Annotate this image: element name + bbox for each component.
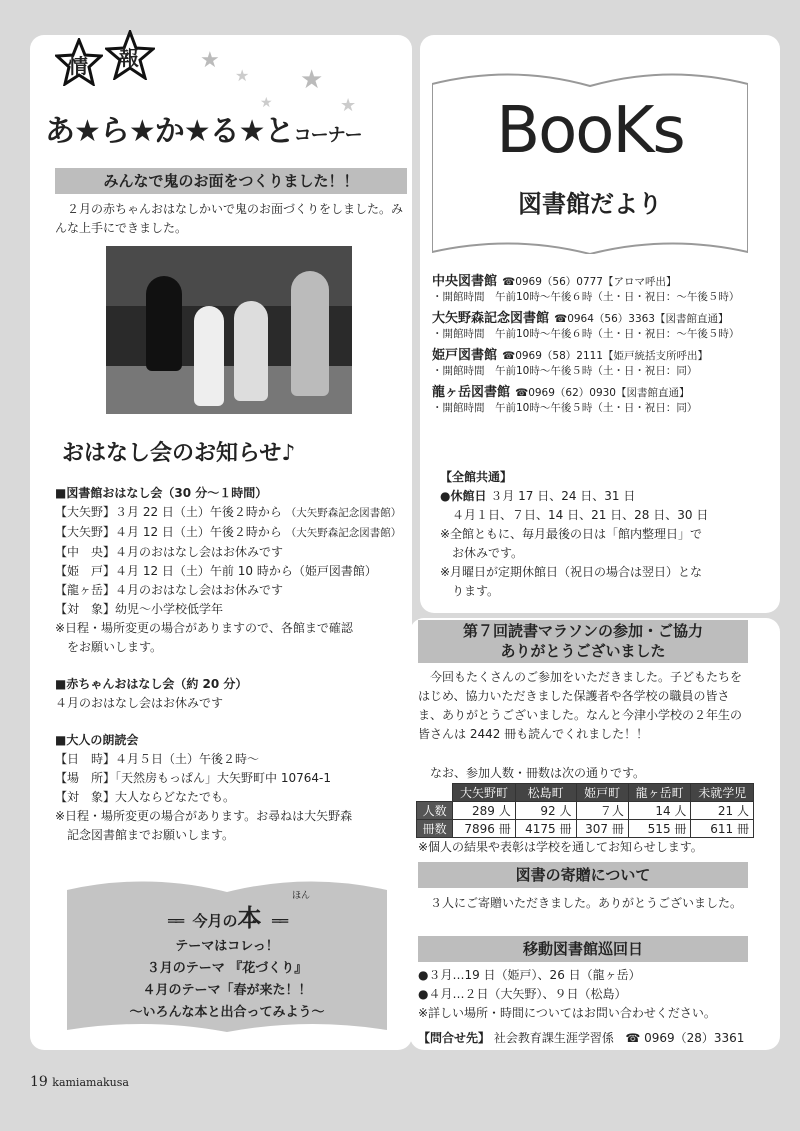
schedule-row: 【日 時】４月５日（土）午後２時〜 <box>55 752 260 766</box>
section-heading: ■図書館おはなし会（30 分〜１時間） <box>55 486 268 500</box>
book-month-ruby: ほん <box>292 891 311 901</box>
mobile-heading: 移動図書館巡回日 <box>418 936 748 962</box>
table-row: 冊数 7896 冊 4175 冊 307 冊 515 冊 611 冊 <box>417 820 754 838</box>
library-item: 中央図書館 ☎0969（56）0777【アロマ呼出】 ・開館時間 午前10時〜午後６時（土・日・祝日：〜午後５時） <box>432 274 740 303</box>
star-icon: ★ <box>235 66 250 85</box>
books-subtitle: 図書館だより <box>518 190 662 218</box>
closed-days: 【全館共通】 ●休館日 ３月 17 日、24 日、31 日 ４月１日、７日、14 日、21 日、28 日、30 日 ※全館ともに、毎月最後の日は「館内整理日」で お休みです。 ※月曜日が定期休館日（祝日の場合は翌日）とな ります。 <box>440 470 709 598</box>
section-heading: ■大人の朗読会 <box>55 733 139 747</box>
section-heading: ■赤ちゃんおはなし会（約 20 分） <box>55 677 248 691</box>
donation-heading: 図書の寄贈について <box>418 862 748 888</box>
table-row: 人数 289 人 92 人 ７人 14 人 21 人 <box>417 802 754 820</box>
schedule-row: 【大矢野】３月 22 日（土）午後２時から （大矢野森記念図書館） <box>55 505 402 519</box>
note: ※日程・場所変更の場合がありますので、各館まで確認 <box>55 621 353 635</box>
note: ※日程・場所変更の場合があります。お尋ねは大矢野森 <box>55 809 353 823</box>
library-list <box>432 270 777 415</box>
schedule-row: 【場 所】「天然房もっぱん」大矢野町中 10764-1 <box>55 771 331 785</box>
photo <box>106 246 352 414</box>
badge-text: 報 <box>119 46 139 70</box>
schedule-row: 【対 象】幼児〜小学校低学年 <box>55 602 224 616</box>
marathon-text-2: なお、参加人数・冊数は次の通りです。 <box>430 766 646 780</box>
library-item: 大矢野森記念図書館 ☎0964（56）3363【図書館直通】 ・開館時間 午前10時〜午後６時（土・日・祝日：〜午後５時） <box>432 311 740 340</box>
schedule-row: 【姫 戸】４月 12 日（土）午前 10 時から（姫戸図書館） <box>55 564 377 578</box>
magazine-name: kamiamakusa <box>52 1076 129 1089</box>
marathon-note: ※個人の結果や表彰は学校を通してお知らせします。 <box>418 840 703 854</box>
schedule-text: ４月のおはなし会はお休みです <box>55 696 224 710</box>
books-logo: BooKs <box>496 94 684 168</box>
ohanashi-body <box>55 484 415 845</box>
marathon-heading: 第７回読書マラソンの参加・ご協力 ありがとうございました <box>418 620 748 663</box>
book-month-title: ══ 今月の本 ══ <box>167 904 287 932</box>
corner-title-suffix: コーナー <box>293 125 362 146</box>
book-month-box <box>62 872 392 1032</box>
book-month-lines: テーマはコレっ！ ３月のテーマ 『花づくり』 ４月のテーマ「春が来た！！ 〜いろんな本と出合ってみよう〜 <box>129 939 325 1020</box>
marathon-text: 今回もたくさんのご参加をいただきました。子どもたちをはじめ、協力いただきました保護者や各学校の職員の皆さま、ありがとうございました。なんと今津小学校の２年生の皆さんは 2442 冊も読んでくれました！！ <box>418 670 743 741</box>
schedule-row: 【中 央】４月のおはなし会はお休みです <box>55 545 284 559</box>
star-icon: ★ <box>260 95 273 111</box>
table-header: 大矢野町 松島町 姫戸町 龍ヶ岳町 未就学児 <box>417 784 754 802</box>
schedule-row: 【龍ヶ岳】４月のおはなし会はお休みです <box>55 583 284 597</box>
donation-text: ３人にご寄贈いただきました。ありがとうございました。 <box>430 896 743 910</box>
badge-text: 情 <box>68 54 88 78</box>
oni-text: ２月の赤ちゃんおはなしかいで鬼のお面づくりをしました。みんな上手にできました。 <box>55 202 404 235</box>
oni-heading: みんなで鬼のお面をつくりました！！ <box>55 168 407 194</box>
schedule-row: 【大矢野】４月 12 日（土）午後２時から （大矢野森記念図書館） <box>55 525 402 539</box>
page-footer <box>30 1074 129 1090</box>
info-badge-2 <box>105 30 155 80</box>
note: をお願いします。 <box>67 640 163 654</box>
corner-title-main: あ★ら★か★る★と <box>45 114 294 149</box>
note: 記念図書館までお願いします。 <box>67 828 235 842</box>
marathon-table <box>416 783 754 838</box>
mobile-body: ●３月…19 日（姫戸）、26 日（龍ヶ岳） ●４月…２日（大矢野）、９日（松島） ※詳しい場所・時間についてはお問い合わせください。 【問合せ先】 社会教育課生涯学習係 ☎ 0969（28）3361 <box>418 968 745 1045</box>
books-header <box>432 64 748 254</box>
ohanashi-title: おはなし会のお知らせ♪ <box>62 441 296 466</box>
page-number: 19 <box>30 1074 48 1090</box>
star-icon: ★ <box>340 95 357 116</box>
info-badge-1 <box>55 38 103 86</box>
corner-title <box>45 106 362 150</box>
schedule-row: 【対 象】大人ならどなたでも。 <box>55 790 236 804</box>
library-item: 姫戸図書館 ☎0969（58）2111【姫戸統括支所呼出】 ・開館時間 午前10時〜午後５時（土・日・祝日：同） <box>432 348 708 377</box>
star-icon: ★ <box>300 65 324 95</box>
star-icon: ★ <box>200 48 220 73</box>
library-item: 龍ヶ岳図書館 ☎0969（62）0930【図書館直通】 ・開館時間 午前10時〜午後５時（土・日・祝日：同） <box>432 385 698 414</box>
